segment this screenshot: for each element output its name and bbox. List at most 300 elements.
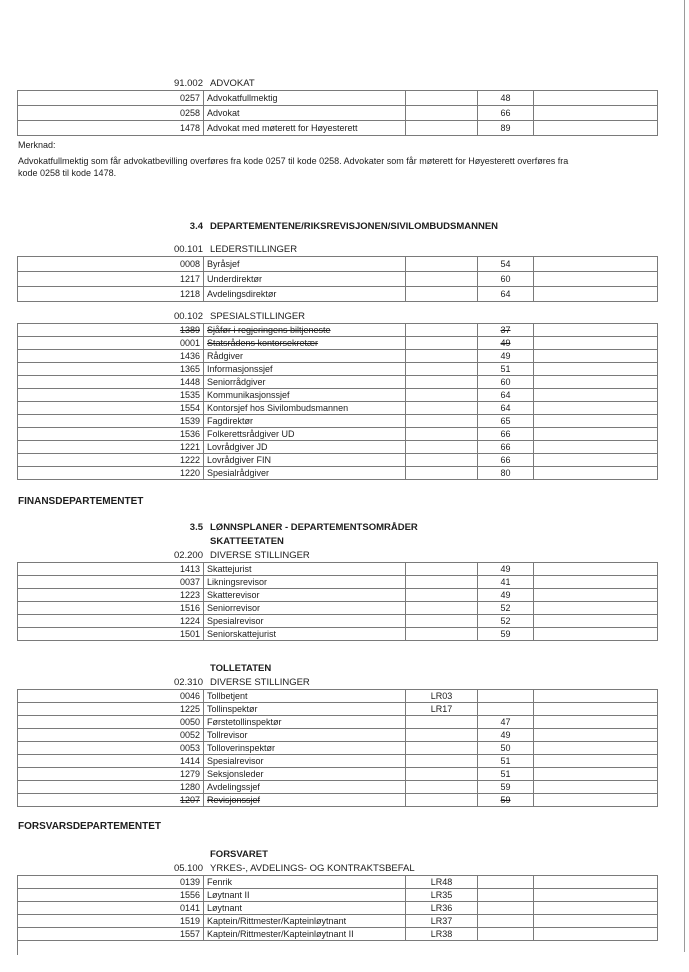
table-row (18, 576, 658, 589)
cell-last (534, 928, 658, 941)
cell-code (18, 729, 204, 742)
cell-last (534, 876, 658, 889)
cell-text: 64 (500, 390, 511, 400)
positions-table (17, 875, 658, 941)
cell-code (18, 742, 204, 755)
cell-text: Advokat (207, 108, 240, 118)
cell-lr (406, 729, 478, 742)
cell-lr (406, 703, 478, 716)
cell-text: 0001 (179, 338, 200, 348)
cell-code (18, 690, 204, 703)
cell-text: 1414 (179, 756, 200, 766)
section-heading (17, 677, 672, 688)
cell-text: LR37 (430, 916, 453, 926)
cell-code (18, 454, 204, 467)
cell-text: LR38 (430, 929, 453, 939)
cell-sal (478, 454, 534, 467)
cell-lr (406, 121, 478, 136)
table-row (18, 415, 658, 428)
cell-sal (478, 615, 534, 628)
cell-sal (478, 257, 534, 272)
cell-sal (478, 576, 534, 589)
table-row (18, 781, 658, 794)
cell-title (204, 768, 406, 781)
cell-sal (478, 602, 534, 615)
cell-code (18, 902, 204, 915)
cell-text: Sjåfør i regjeringens biltjeneste (207, 325, 331, 335)
cell-code (18, 915, 204, 928)
cell-lr (406, 454, 478, 467)
page-edge-line (684, 0, 685, 952)
cell-lr (406, 257, 478, 272)
cell-title (204, 337, 406, 350)
cell-text: Løytnant (207, 903, 243, 913)
cell-text: 59 (500, 782, 511, 792)
table-row (18, 602, 658, 615)
cell-text: 51 (500, 769, 511, 779)
cell-title (204, 363, 406, 376)
cell-last (534, 703, 658, 716)
cell-lr (406, 376, 478, 389)
cell-lr (406, 876, 478, 889)
cell-last (534, 121, 658, 136)
cell-title (204, 876, 406, 889)
heading-label: LEDERSTILLINGER (210, 244, 298, 255)
cell-sal (478, 467, 534, 480)
cell-text: 66 (500, 429, 511, 439)
cell-text: 1516 (179, 603, 200, 613)
cell-text: Underdirektør (207, 274, 263, 284)
cell-lr (406, 902, 478, 915)
cell-sal (478, 742, 534, 755)
heading-number: 00.101 (173, 244, 203, 255)
table-row (18, 628, 658, 641)
cell-text: 0052 (179, 730, 200, 740)
cell-text: 1280 (179, 782, 200, 792)
cell-lr (406, 716, 478, 729)
note-label: Merknad: (18, 140, 56, 150)
cell-code (18, 589, 204, 602)
cell-title (204, 106, 406, 121)
cell-code (18, 324, 204, 337)
cell-title (204, 589, 406, 602)
cell-text: 49 (500, 338, 511, 348)
cell-text: 60 (500, 377, 511, 387)
cell-text: Tollrevisor (207, 730, 248, 740)
cell-lr (406, 589, 478, 602)
cell-last (534, 589, 658, 602)
cell-code (18, 121, 204, 136)
group-heading: TOLLETATEN (210, 663, 272, 674)
positions-table (17, 323, 658, 480)
cell-code (18, 876, 204, 889)
cell-text: Skatterevisor (207, 590, 260, 600)
cell-code (18, 402, 204, 415)
cell-text: 49 (500, 351, 511, 361)
heading-number: 00.102 (173, 311, 203, 322)
table-row (18, 441, 658, 454)
heading-number: 3.4 (189, 221, 203, 232)
cell-lr (406, 402, 478, 415)
cell-last (534, 363, 658, 376)
cell-last (534, 755, 658, 768)
cell-text: 49 (500, 730, 511, 740)
cell-text: LR48 (430, 877, 453, 887)
heading-label: ADVOKAT (210, 78, 255, 89)
cell-title (204, 454, 406, 467)
cell-code (18, 106, 204, 121)
cell-last (534, 602, 658, 615)
cell-lr (406, 889, 478, 902)
cell-last (534, 376, 658, 389)
cell-text: 41 (500, 577, 511, 587)
cell-text: 1220 (179, 468, 200, 478)
cell-text: 80 (500, 468, 511, 478)
cell-title (204, 602, 406, 615)
cell-lr (406, 563, 478, 576)
cell-title (204, 915, 406, 928)
plan-heading (17, 522, 672, 533)
heading-number: 02.310 (173, 677, 203, 688)
cell-text: 1218 (179, 289, 200, 299)
cell-last (534, 272, 658, 287)
table-row (18, 589, 658, 602)
scan-artifact-line (17, 941, 18, 955)
cell-title (204, 91, 406, 106)
cell-sal (478, 628, 534, 641)
cell-text: Seniorrevisor (207, 603, 261, 613)
table-row (18, 91, 658, 106)
cell-title (204, 628, 406, 641)
cell-lr (406, 768, 478, 781)
table-row (18, 876, 658, 889)
cell-text: 1436 (179, 351, 200, 361)
cell-sal (478, 716, 534, 729)
cell-text: Statsrådens kontorsekretær (207, 338, 319, 348)
cell-lr (406, 742, 478, 755)
table-row (18, 428, 658, 441)
cell-sal (478, 363, 534, 376)
cell-text: LR03 (430, 691, 453, 701)
cell-text: Folkerettsrådgiver UD (207, 429, 295, 439)
cell-lr (406, 794, 478, 807)
cell-text: Advokat med møterett for Høyesterett (207, 123, 358, 133)
table-row (18, 889, 658, 902)
cell-lr (406, 915, 478, 928)
cell-last (534, 915, 658, 928)
cell-last (534, 794, 658, 807)
table-row (18, 768, 658, 781)
table-wrap (17, 875, 672, 955)
cell-text: Revisjonssjef (207, 795, 261, 805)
cell-code (18, 350, 204, 363)
cell-text: 1225 (179, 704, 200, 714)
cell-code (18, 716, 204, 729)
cell-title (204, 324, 406, 337)
table-wrap (17, 256, 672, 302)
table-row (18, 794, 658, 807)
cell-sal (478, 915, 534, 928)
table-row (18, 376, 658, 389)
cell-sal (478, 402, 534, 415)
table-row (18, 742, 658, 755)
cell-text: Avdelingsdirektør (207, 289, 277, 299)
cell-code (18, 415, 204, 428)
cell-text: LR36 (430, 903, 453, 913)
cell-lr (406, 415, 478, 428)
cell-text: 1501 (179, 629, 200, 639)
cell-last (534, 576, 658, 589)
table-row (18, 402, 658, 415)
cell-title (204, 272, 406, 287)
cell-text: 0257 (179, 93, 200, 103)
cell-text: Lovrådgiver JD (207, 442, 268, 452)
cell-sal (478, 441, 534, 454)
cell-title (204, 742, 406, 755)
group-heading: FORSVARET (210, 849, 268, 860)
cell-title (204, 716, 406, 729)
cell-lr (406, 428, 478, 441)
cell-title (204, 441, 406, 454)
cell-sal (478, 415, 534, 428)
cell-text: 89 (500, 123, 511, 133)
table-wrap (17, 90, 672, 136)
cell-text: 1222 (179, 455, 200, 465)
cell-text: 0050 (179, 717, 200, 727)
cell-title (204, 902, 406, 915)
cell-sal (478, 703, 534, 716)
cell-text: 1389 (179, 325, 200, 335)
table-row (18, 287, 658, 302)
cell-last (534, 402, 658, 415)
cell-lr (406, 287, 478, 302)
cell-title (204, 389, 406, 402)
cell-code (18, 257, 204, 272)
cell-title (204, 729, 406, 742)
cell-text: Likningsrevisor (207, 577, 268, 587)
cell-lr (406, 602, 478, 615)
cell-lr (406, 363, 478, 376)
cell-last (534, 324, 658, 337)
cell-last (534, 690, 658, 703)
cell-code (18, 91, 204, 106)
cell-text: Fenrik (207, 877, 233, 887)
cell-text: Førstetollinspektør (207, 717, 282, 727)
cell-text: 1539 (179, 416, 200, 426)
cell-last (534, 91, 658, 106)
cell-text: Seniorrådgiver (207, 377, 266, 387)
cell-lr (406, 389, 478, 402)
cell-title (204, 703, 406, 716)
cell-sal (478, 781, 534, 794)
cell-code (18, 628, 204, 641)
cell-last (534, 287, 658, 302)
cell-text: 1519 (179, 916, 200, 926)
table-row (18, 928, 658, 941)
cell-code (18, 781, 204, 794)
section-heading (17, 863, 672, 874)
cell-last (534, 742, 658, 755)
cell-text: 1413 (179, 564, 200, 574)
cell-text: 0037 (179, 577, 200, 587)
cell-code (18, 467, 204, 480)
cell-sal (478, 324, 534, 337)
cell-code (18, 563, 204, 576)
cell-lr (406, 106, 478, 121)
cell-title (204, 563, 406, 576)
cell-lr (406, 337, 478, 350)
cell-code (18, 889, 204, 902)
section-heading (17, 78, 672, 89)
cell-title (204, 690, 406, 703)
cell-sal (478, 91, 534, 106)
cell-code (18, 441, 204, 454)
cell-text: 0139 (179, 877, 200, 887)
table-row (18, 915, 658, 928)
cell-last (534, 889, 658, 902)
cell-text: 1448 (179, 377, 200, 387)
note-text: Advokatfullmektig som får advokatbevilling overføres fra kode 0257 til kode 0258. Advokater som får møterett for Høyesterett overføres fra kode 0258 til kode 1478. (18, 156, 569, 178)
cell-last (534, 729, 658, 742)
cell-lr (406, 91, 478, 106)
cell-text: 1535 (179, 390, 200, 400)
cell-sal (478, 729, 534, 742)
cell-last (534, 428, 658, 441)
heading-number: 05.100 (173, 863, 203, 874)
table-row (18, 272, 658, 287)
positions-table (17, 90, 658, 136)
table-row (18, 106, 658, 121)
cell-title (204, 615, 406, 628)
cell-code (18, 287, 204, 302)
plan-heading (17, 221, 672, 232)
cell-text: 48 (500, 93, 511, 103)
cell-text: 52 (500, 603, 511, 613)
cell-sal (478, 287, 534, 302)
cell-text: 1207 (179, 795, 200, 805)
cell-code (18, 703, 204, 716)
table-row (18, 729, 658, 742)
table-wrap (17, 562, 672, 641)
cell-text: 1223 (179, 590, 200, 600)
section-heading (17, 244, 672, 255)
heading-label: DIVERSE STILLINGER (210, 677, 310, 688)
cell-lr (406, 576, 478, 589)
cell-lr (406, 324, 478, 337)
cell-last (534, 768, 658, 781)
cell-sal (478, 428, 534, 441)
cell-text: 1554 (179, 403, 200, 413)
cell-last (534, 902, 658, 915)
cell-title (204, 415, 406, 428)
cell-text: 0141 (179, 903, 200, 913)
table-row (18, 902, 658, 915)
heading-label: DIVERSE STILLINGER (210, 550, 310, 561)
cell-text: Seksjonsleder (207, 769, 264, 779)
cell-code (18, 376, 204, 389)
cell-code (18, 615, 204, 628)
cell-text: 59 (500, 629, 511, 639)
table-wrap (17, 323, 672, 480)
table-row (18, 337, 658, 350)
table-row (18, 690, 658, 703)
heading-number: 91.002 (173, 78, 203, 89)
cell-text: Spesialrevisor (207, 616, 264, 626)
cell-text: Tollinspektør (207, 704, 258, 714)
cell-sal (478, 337, 534, 350)
heading-label: LØNNSPLANER - DEPARTEMENTSOMRÅDER (210, 522, 418, 533)
table-row (18, 716, 658, 729)
table-row (18, 363, 658, 376)
cell-lr (406, 690, 478, 703)
heading-label: DEPARTEMENTENE/RIKSREVISJONEN/SIVILOMBUDSMANNEN (210, 221, 499, 232)
cell-sal (478, 755, 534, 768)
cell-text: Skattejurist (207, 564, 252, 574)
heading-label: SPESIALSTILLINGER (210, 311, 306, 322)
cell-title (204, 928, 406, 941)
group-heading: SKATTEETATEN (210, 536, 284, 547)
cell-text: Spesialrevisor (207, 756, 264, 766)
cell-text: 1556 (179, 890, 200, 900)
cell-text: 0053 (179, 743, 200, 753)
cell-text: 1557 (179, 929, 200, 939)
cell-code (18, 768, 204, 781)
cell-last (534, 337, 658, 350)
table-row (18, 324, 658, 337)
cell-text: 1224 (179, 616, 200, 626)
cell-text: Tolloverinspektør (207, 743, 276, 753)
positions-table (17, 562, 658, 641)
cell-text: 64 (500, 403, 511, 413)
table-row (18, 467, 658, 480)
cell-text: Kaptein/Rittmester/Kapteinløytnant II (207, 929, 354, 939)
cell-code (18, 755, 204, 768)
cell-text: 1536 (179, 429, 200, 439)
cell-sal (478, 690, 534, 703)
cell-last (534, 454, 658, 467)
cell-last (534, 628, 658, 641)
cell-text: 64 (500, 289, 511, 299)
cell-sal (478, 389, 534, 402)
cell-code (18, 576, 204, 589)
cell-title (204, 287, 406, 302)
cell-sal (478, 376, 534, 389)
cell-last (534, 106, 658, 121)
cell-title (204, 402, 406, 415)
cell-text: 0008 (179, 259, 200, 269)
cell-lr (406, 441, 478, 454)
table-row (18, 755, 658, 768)
cell-lr (406, 781, 478, 794)
positions-table (17, 256, 658, 302)
cell-sal (478, 106, 534, 121)
cell-sal (478, 768, 534, 781)
table-row (18, 350, 658, 363)
cell-text: Løytnant II (207, 890, 250, 900)
cell-last (534, 415, 658, 428)
cell-title (204, 350, 406, 363)
cell-last (534, 467, 658, 480)
cell-last (534, 257, 658, 272)
cell-text: 1365 (179, 364, 200, 374)
cell-text: Fagdirektør (207, 416, 254, 426)
cell-sal (478, 589, 534, 602)
section-heading (17, 311, 672, 322)
department-heading: FORSVARSDEPARTEMENTET (18, 821, 161, 832)
cell-lr (406, 615, 478, 628)
cell-sal (478, 928, 534, 941)
table-row (18, 257, 658, 272)
